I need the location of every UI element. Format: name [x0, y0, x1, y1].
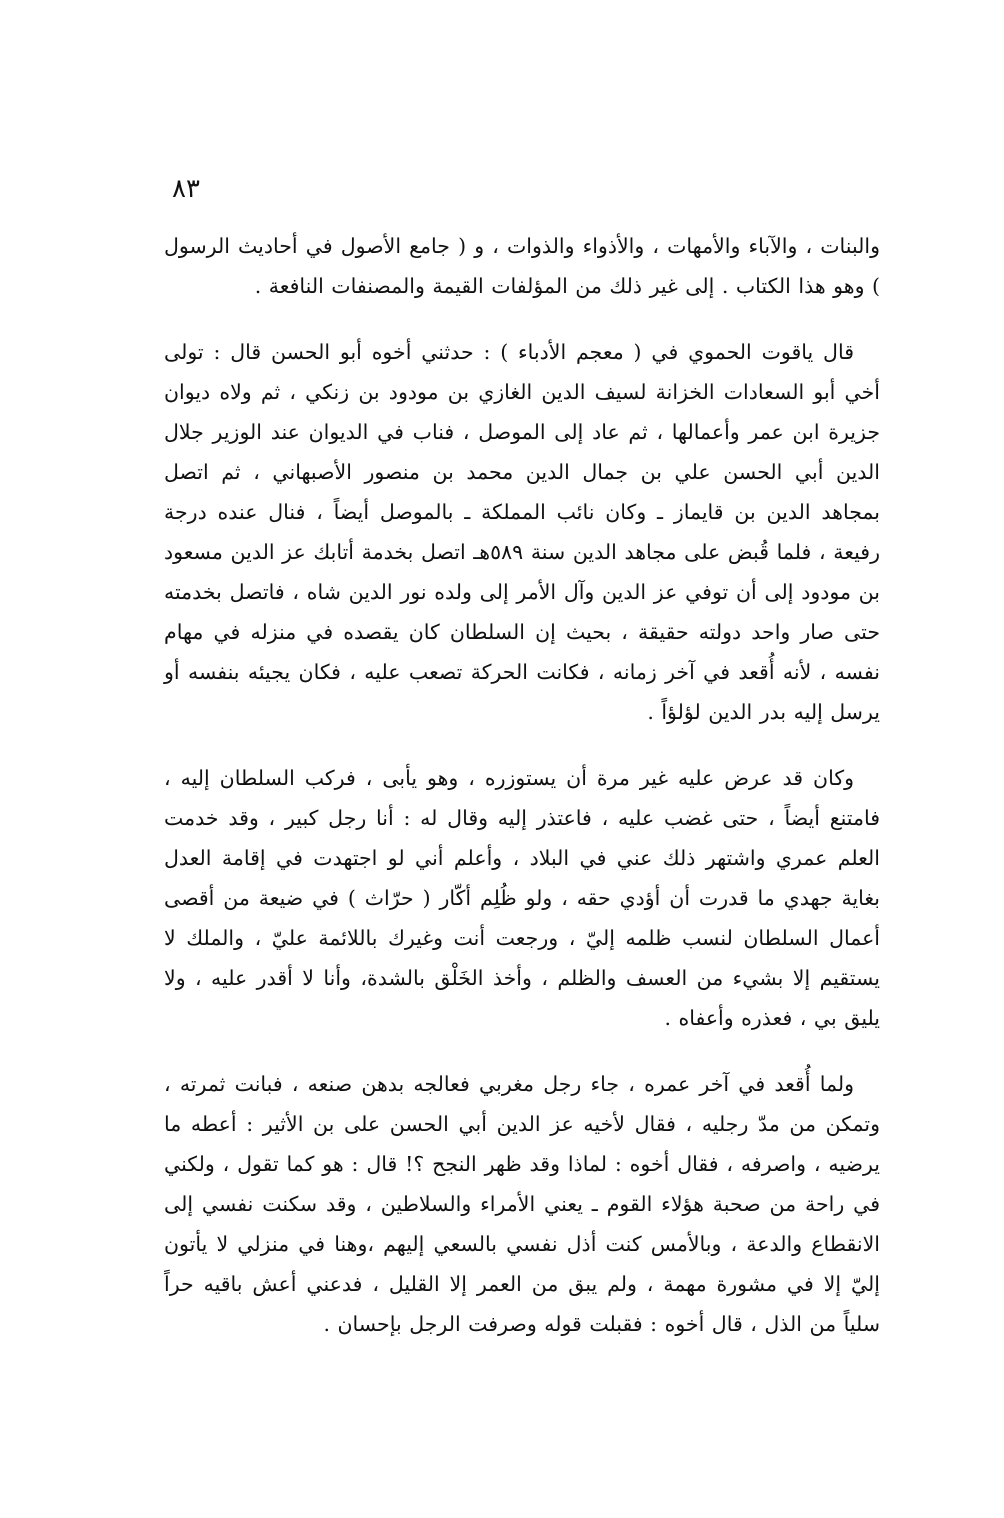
paragraph-4: ولما أُقعد في آخر عمره ، جاء رجل مغربي فعالجه بدهن صنعه ، فبانت ثمرته ، وتمكن من مدّ رجليه ، فقال لأخيه عز الدين أبي الحسن على بن الأثير : أعطه ما يرضيه ، واصرفه ، فقال أخوه : لماذا وقد ظهر النجح ؟! قال : هو كما تقول ، ولكني في راحة من صحبة هؤلاء القوم ـ يعني الأمراء والسلاطين ، وقد سكنت نفسي إلى الانقطاع والدعة ، وبالأمس كنت أذل نفسي بالسعي إليهم ،وهنا في منزلي لا يأتون إليّ إلا في مشورة مهمة ، ولم يبق من العمر إلا القليل ، فدعني أعش باقيه حراً سلياً من الذل ، قال أخوه : فقبلت قوله وصرفت الرجل بإحسان .	[164, 1072, 880, 1336]
paragraph-3: وكان قد عرض عليه غير مرة أن يستوزره ، وهو يأبى ، فركب السلطان إليه ، فامتنع أيضاً ، حتى غضب عليه ، فاعتذر إليه وقال له : أنا رجل كبير ، وقد خدمت العلم عمري واشتهر ذلك عني في البلاد ، وأعلم أني لو اجتهدت في إقامة العدل بغاية جهدي ما قدرت أن أؤدي حقه ، ولو ظُلِم أكّار ( حرّاث ) في ضيعة من أقصى أعمال السلطان لنسب ظلمه إليّ ، ورجعت أنت وغيرك باللائمة عليّ ، والملك لا يستقيم إلا بشيء من العسف والظلم ، وأخذ الخَلْق بالشدة، وأنا لا أقدر عليه ، ولا يليق بي ، فعذره وأعفاه .	[164, 766, 880, 1030]
paragraph-2: قال ياقوت الحموي في ( معجم الأدباء ) : حدثني أخوه أبو الحسن قال : تولى أخي أبو السعادات الخزانة لسيف الدين الغازي بن مودود بن زنكي ، ثم ولاه ديوان جزيرة ابن عمر وأعمالها ، ثم عاد إلى الموصل ، فناب في الديوان عند الوزير جلال الدين أبي الحسن علي بن جمال الدين محمد بن منصور الأصبهاني ، ثم اتصل بمجاهد الدين بن قايماز ـ وكان نائب المملكة ـ بالموصل أيضاً ، فنال عنده درجة رفيعة ، فلما قُبض على مجاهد الدين سنة ٥٨٩هـ اتصل بخدمة أتابك عز الدين مسعود بن مودود إلى أن توفي عز الدين وآل الأمر إلى ولده نور الدين شاه ، فاتصل بخدمته حتى صار واحد دولته حقيقة ، بحيث إن السلطان كان يقصده في منزله في مهام نفسه ، لأنه أُقعد في آخر زمانه ، فكانت الحركة تصعب عليه ، فكان يجيئه بنفسه أو يرسل إليه بدر الدين لؤلؤاً .	[164, 340, 880, 724]
page-number: ٨٣	[172, 174, 200, 204]
paragraph-1: والبنات ، والآباء والأمهات ، والأذواء والذوات ، و ( جامع الأصول في أحاديث الرسول ) وهو هذا الكتاب . إلى غير ذلك من المؤلفات القيمة والمصنفات النافعة .	[164, 234, 880, 298]
body-text	[164, 226, 880, 1344]
